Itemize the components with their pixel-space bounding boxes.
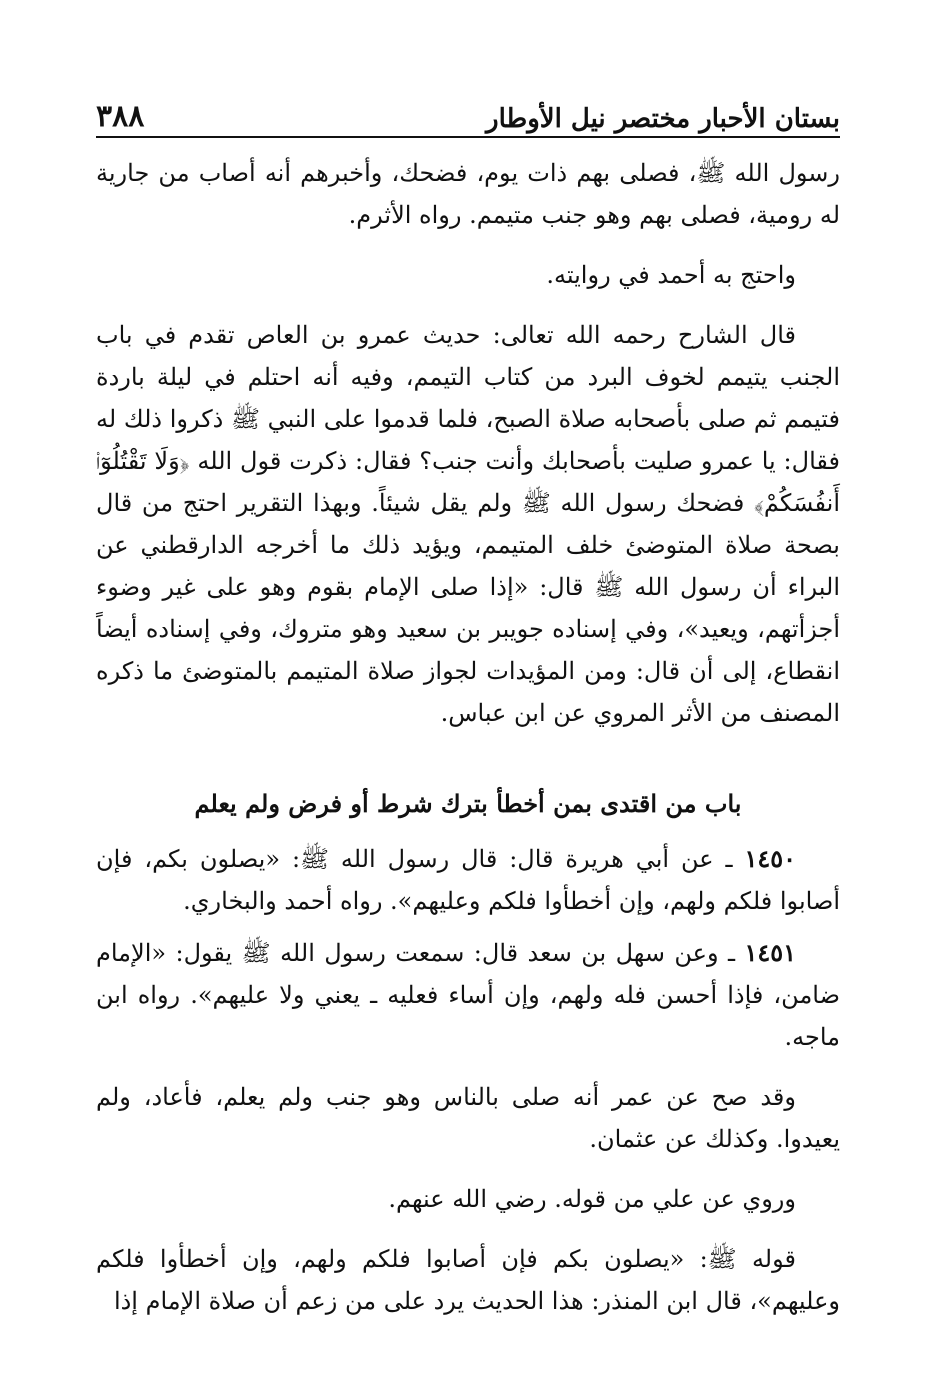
paragraph: قوله ﷺ: «يصلون بكم فإن أصابوا فلكم ولهم، وإن أخطأوا فلكم وعليهم»، قال ابن المنذر: هذا الحديث يرد على من زعم أن صلاة الإمام إذا bbox=[96, 1245, 840, 1315]
book-title: بستان الأحبار مختصر نيل الأوطار bbox=[486, 104, 840, 134]
paragraph: رسول الله ﷺ، فصلى بهم ذات يوم، فضحك، وأخبرهم أنه أصاب من جارية له رومية، فصلى بهم وهو جنب متيمم. رواه الأثرم. bbox=[96, 159, 840, 229]
hadith-text: ـ وعن سهل بن سعد قال: سمعت رسول الله ﷺ يقول: «الإمام ضامن، فإذا أحسن فله ولهم، وإن أساء فعليه ـ يعني ولا عليهم». رواه ابن ماجه. bbox=[96, 939, 840, 1051]
hadith-paragraph bbox=[96, 932, 840, 1058]
section-heading: باب من اقتدى بمن أخطأ بترك شرط أو فرض ولم يعلم bbox=[194, 789, 742, 818]
page-number: ٣٨٨ bbox=[96, 99, 145, 134]
hadith-number: ١٤٥٠ bbox=[744, 844, 796, 873]
paragraph: واحتج به أحمد في روايته. bbox=[546, 261, 796, 289]
page-header bbox=[96, 92, 840, 138]
hadith-text: ـ عن أبي هريرة قال: قال رسول الله ﷺ: «يصلون بكم، فإن أصابوا فلكم ولهم، وإن أخطأوا فلكم وعليهم». رواه أحمد والبخاري. bbox=[96, 845, 840, 915]
paragraph: وقد صح عن عمر أنه صلى بالناس وهو جنب ولم يعلم، فأعاد، ولم يعيدوا. وكذلك عن عثمان. bbox=[96, 1083, 840, 1153]
commentary-paragraph: قال الشارح رحمه الله تعالى: حديث عمرو بن العاص تقدم في باب الجنب يتيمم لخوف البرد من كتاب التيمم، وفيه أنه احتلم في ليلة باردة فتيمم ثم صلى بأصحابه صلاة الصبح، فلما قدموا على النبي ﷺ ذكروا ذلك له فقال: يا عمرو صليت بأصحابك وأنت جنب؟ فقال: ذكرت قول الله ﴿وَلَا تَقْتُلُوٓا۟ أَنفُسَكُمْ﴾ فضحك رسول الله ﷺ ولم يقل شيئاً. وبهذا التقرير احتج من قال بصحة صلاة المتوضئ خلف المتيمم، ويؤيد ذلك ما أخرجه الدارقطني عن البراء أن رسول الله ﷺ قال: «إذا صلى الإمام بقوم وهو على غير وضوء أجزأتهم، ويعيد»، وفي إسناده جويبر بن سعيد وهو متروك، وفي إسناده أيضاً انقطاع، إلى أن قال: ومن المؤيدات لجواز صلاة المتيمم بالمتوضئ ما ذكره المصنف من الأثر المروي عن ابن عباس. bbox=[96, 321, 840, 727]
hadith-paragraph bbox=[96, 838, 840, 922]
hadith-number: ١٤٥١ bbox=[744, 938, 796, 967]
paragraph: وروي عن علي من قوله. رضي الله عنهم. bbox=[388, 1185, 796, 1213]
